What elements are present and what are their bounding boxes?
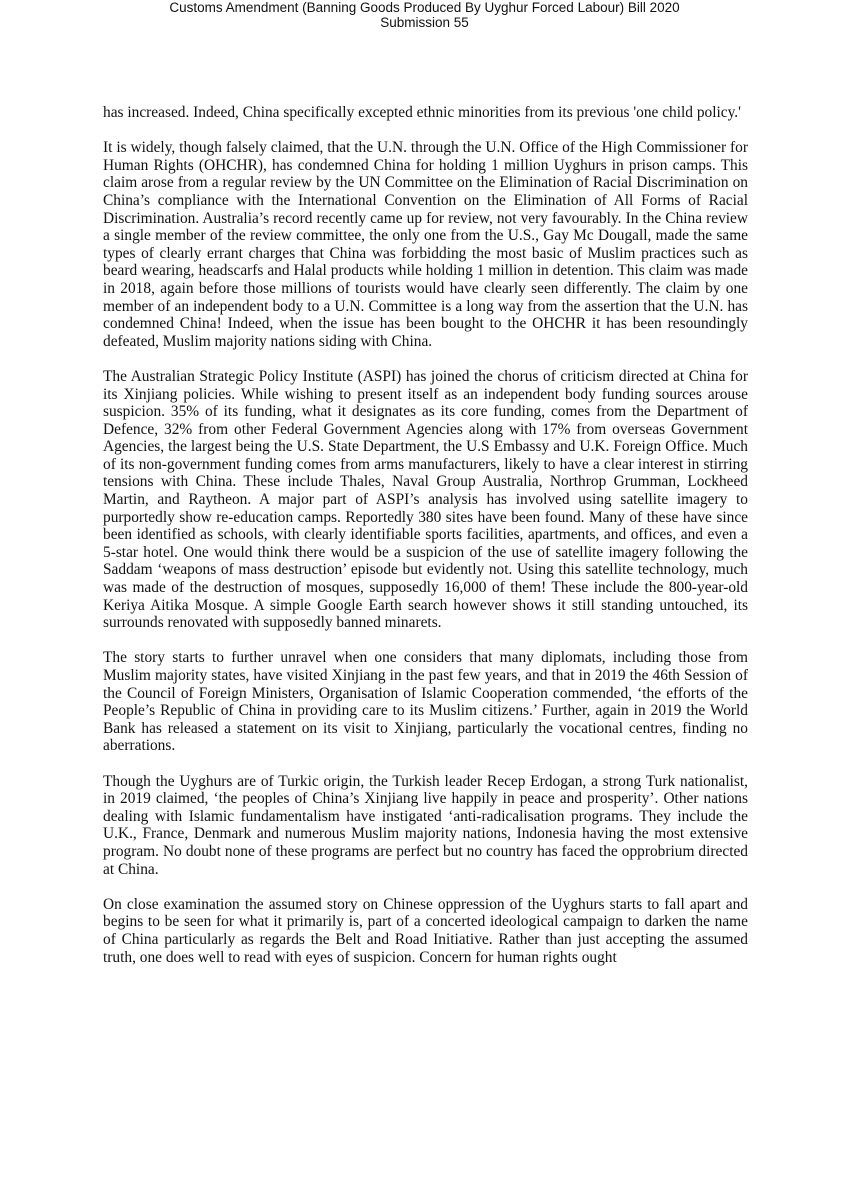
document-title: Customs Amendment (Banning Goods Produced By Uyghur Forced Labour) Bill 2020 [169, 0, 680, 15]
paragraph-ohchr-claim: It is widely, though falsely claimed, that the U.N. through the U.N. Office of the High Commissioner for Human Rights (OHCHR), has condemned China for holding 1 million Uyghurs in prison camps. This claim arose from a regular review by the UN Committee on the Elimination of Racial Discrimination on China’s compliance with the International Convention on the Elimination of All Forms of Racial Discrimination. Australia’s record recently came up for review, not very favourably. In the China review a single member of the review committee, the only one from the U.S., Gay Mc Dougall, made the same types of clearly errant charges that China was forbidding the most basic of Muslim practices such as beard wearing, headscarfs and Halal products while holding 1 million in detention. This claim was made in 2018, again before those millions of tourists would have clearly seen differently. The claim by one member of an independent body to a U.N. Committee is a long way from the assertion that the U.N. has condemned China! Indeed, when the issue has been bought to the OHCHR it has been resoundingly defeated, Muslim majority nations siding with China. [103, 139, 748, 350]
paragraph-aspi: The Australian Strategic Policy Institute (ASPI) has joined the chorus of criticism directed at China for its Xinjiang policies. While wishing to present itself as an independent body funding sources arouse suspicion. 35% of its funding, what it designates as its core funding, comes from the Department of Defence, 32% from other Federal Government Agencies along with 17% from overseas Government Agencies, the largest being the U.S. State Department, the U.S Embassy and U.K. Foreign Office. Much of its non-government funding comes from arms manufacturers, likely to have a clear interest in stirring tensions with China. These include Thales, Naval Group Australia, Northrop Grumman, Lockheed Martin, and Raytheon. A major part of ASPI’s analysis has involved using satellite imagery to purportedly show re-education camps. Reportedly 380 sites have been found. Many of these have since been identified as schools, with clearly identifiable sports facilities, apartments, and offices, and even a 5-star hotel. One would think there would be a suspicion of the use of satellite imagery following the Saddam ‘weapons of mass destruction’ episode but evidently not. Using this satellite technology, much was made of the destruction of mosques, supposedly 16,000 of them! These include the 800-year-old Keriya Aitika Mosque. A simple Google Earth search however shows it still standing untouched, its surrounds renovated with supposedly banned minarets. [103, 367, 748, 632]
paragraph-close-examination: On close examination the assumed story on Chinese oppression of the Uyghurs starts to fall apart and begins to be seen for what it primarily is, part of a concerted ideological campaign to darken the name of China particularly as regards the Belt and Road Initiative. Rather than just accepting the assumed truth, one does well to read with eyes of suspicion. Concern for human rights ought [103, 895, 748, 966]
document-body [103, 104, 748, 984]
submission-number: Submission 55 [380, 15, 469, 30]
paragraph-one-child-policy: has increased. Indeed, China specifically excepted ethnic minorities from its previous 'one child policy.' [103, 104, 741, 121]
paragraph-turkic-origin: Though the Uyghurs are of Turkic origin, the Turkish leader Recep Erdogan, a strong Turk nationalist, in 2019 claimed, ‘the peoples of China’s Xinjiang live happily in peace and prosperity’. Other nations dealing with Islamic fundamentalism have instigated ‘anti-radicalisation programs. They include the U.K., France, Denmark and numerous Muslim majority nations, Indonesia having the most extensive program. No doubt none of these programs are perfect but no country has faced the opprobrium directed at China. [103, 772, 748, 878]
page-header [0, 0, 849, 30]
paragraph-diplomats: The story starts to further unravel when one considers that many diplomats, including those from Muslim majority states, have visited Xinjiang in the past few years, and that in 2019 the 46th Session of the Council of Foreign Ministers, Organisation of Islamic Cooperation commended, ‘the efforts of the People’s Republic of China in providing care to its Muslim citizens.’ Further, again in 2019 the World Bank has released a statement on its visit to Xinjiang, particularly the vocational centres, finding no aberrations. [103, 649, 748, 755]
